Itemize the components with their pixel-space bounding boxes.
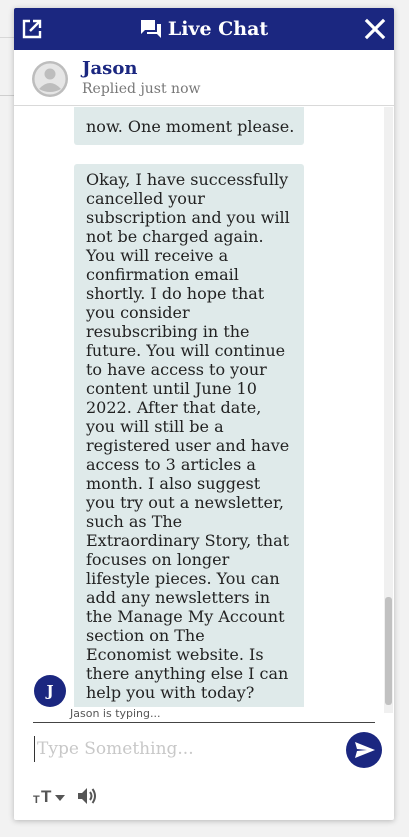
agent-header — [14, 50, 394, 106]
typing-indicator: Jason is typing... — [70, 707, 161, 720]
message-list[interactable] — [14, 107, 394, 707]
agent-message-bubble — [74, 107, 304, 145]
chevron-down-icon — [55, 795, 65, 801]
background-divider — [0, 95, 14, 96]
scrollbar-thumb[interactable] — [385, 597, 392, 705]
chat-title-text: Live Chat — [167, 18, 269, 40]
agent-name: Jason — [82, 58, 138, 79]
message-scrollbar[interactable] — [384, 107, 393, 713]
message-text: now. One moment please. — [86, 117, 295, 136]
composer-divider — [33, 722, 375, 723]
font-size-button[interactable] — [33, 787, 67, 809]
send-icon — [354, 741, 376, 759]
message-input[interactable] — [34, 736, 334, 762]
agent-avatar — [31, 60, 69, 98]
close-icon[interactable] — [363, 17, 387, 41]
agent-status: Replied just now — [82, 81, 201, 97]
background-divider — [0, 37, 14, 38]
user-avatar-icon — [31, 60, 69, 98]
speaker-icon — [76, 785, 98, 807]
font-size-icon-small: T — [33, 794, 40, 806]
live-chat-widget — [14, 8, 394, 820]
font-size-icon: T — [41, 787, 52, 806]
message-text: Okay, I have successfully cancelled your subscription and you will not be charged again. You will receive a confirmation email shortly. I do hope that you consider resubscribing in the future. You will continue to have access to your content until June 10 2022. After that date, you will still be a registered user and have access to 3 articles a month. I also suggest you try out a newsletter, such as The Extraordinary Story, that focuses on longer lifestyle pieces. You can add any newsletters in the Manage My Account section on The Economist website. Is there anything else I can help you with today? — [86, 170, 290, 702]
chat-title-bar — [14, 8, 394, 50]
chat-bubbles-icon — [140, 19, 162, 39]
send-button[interactable] — [346, 732, 382, 768]
chat-title — [14, 8, 394, 50]
agent-message-bubble — [74, 164, 304, 707]
agent-initial-avatar: J — [34, 675, 66, 707]
sound-toggle-button[interactable] — [76, 785, 98, 807]
